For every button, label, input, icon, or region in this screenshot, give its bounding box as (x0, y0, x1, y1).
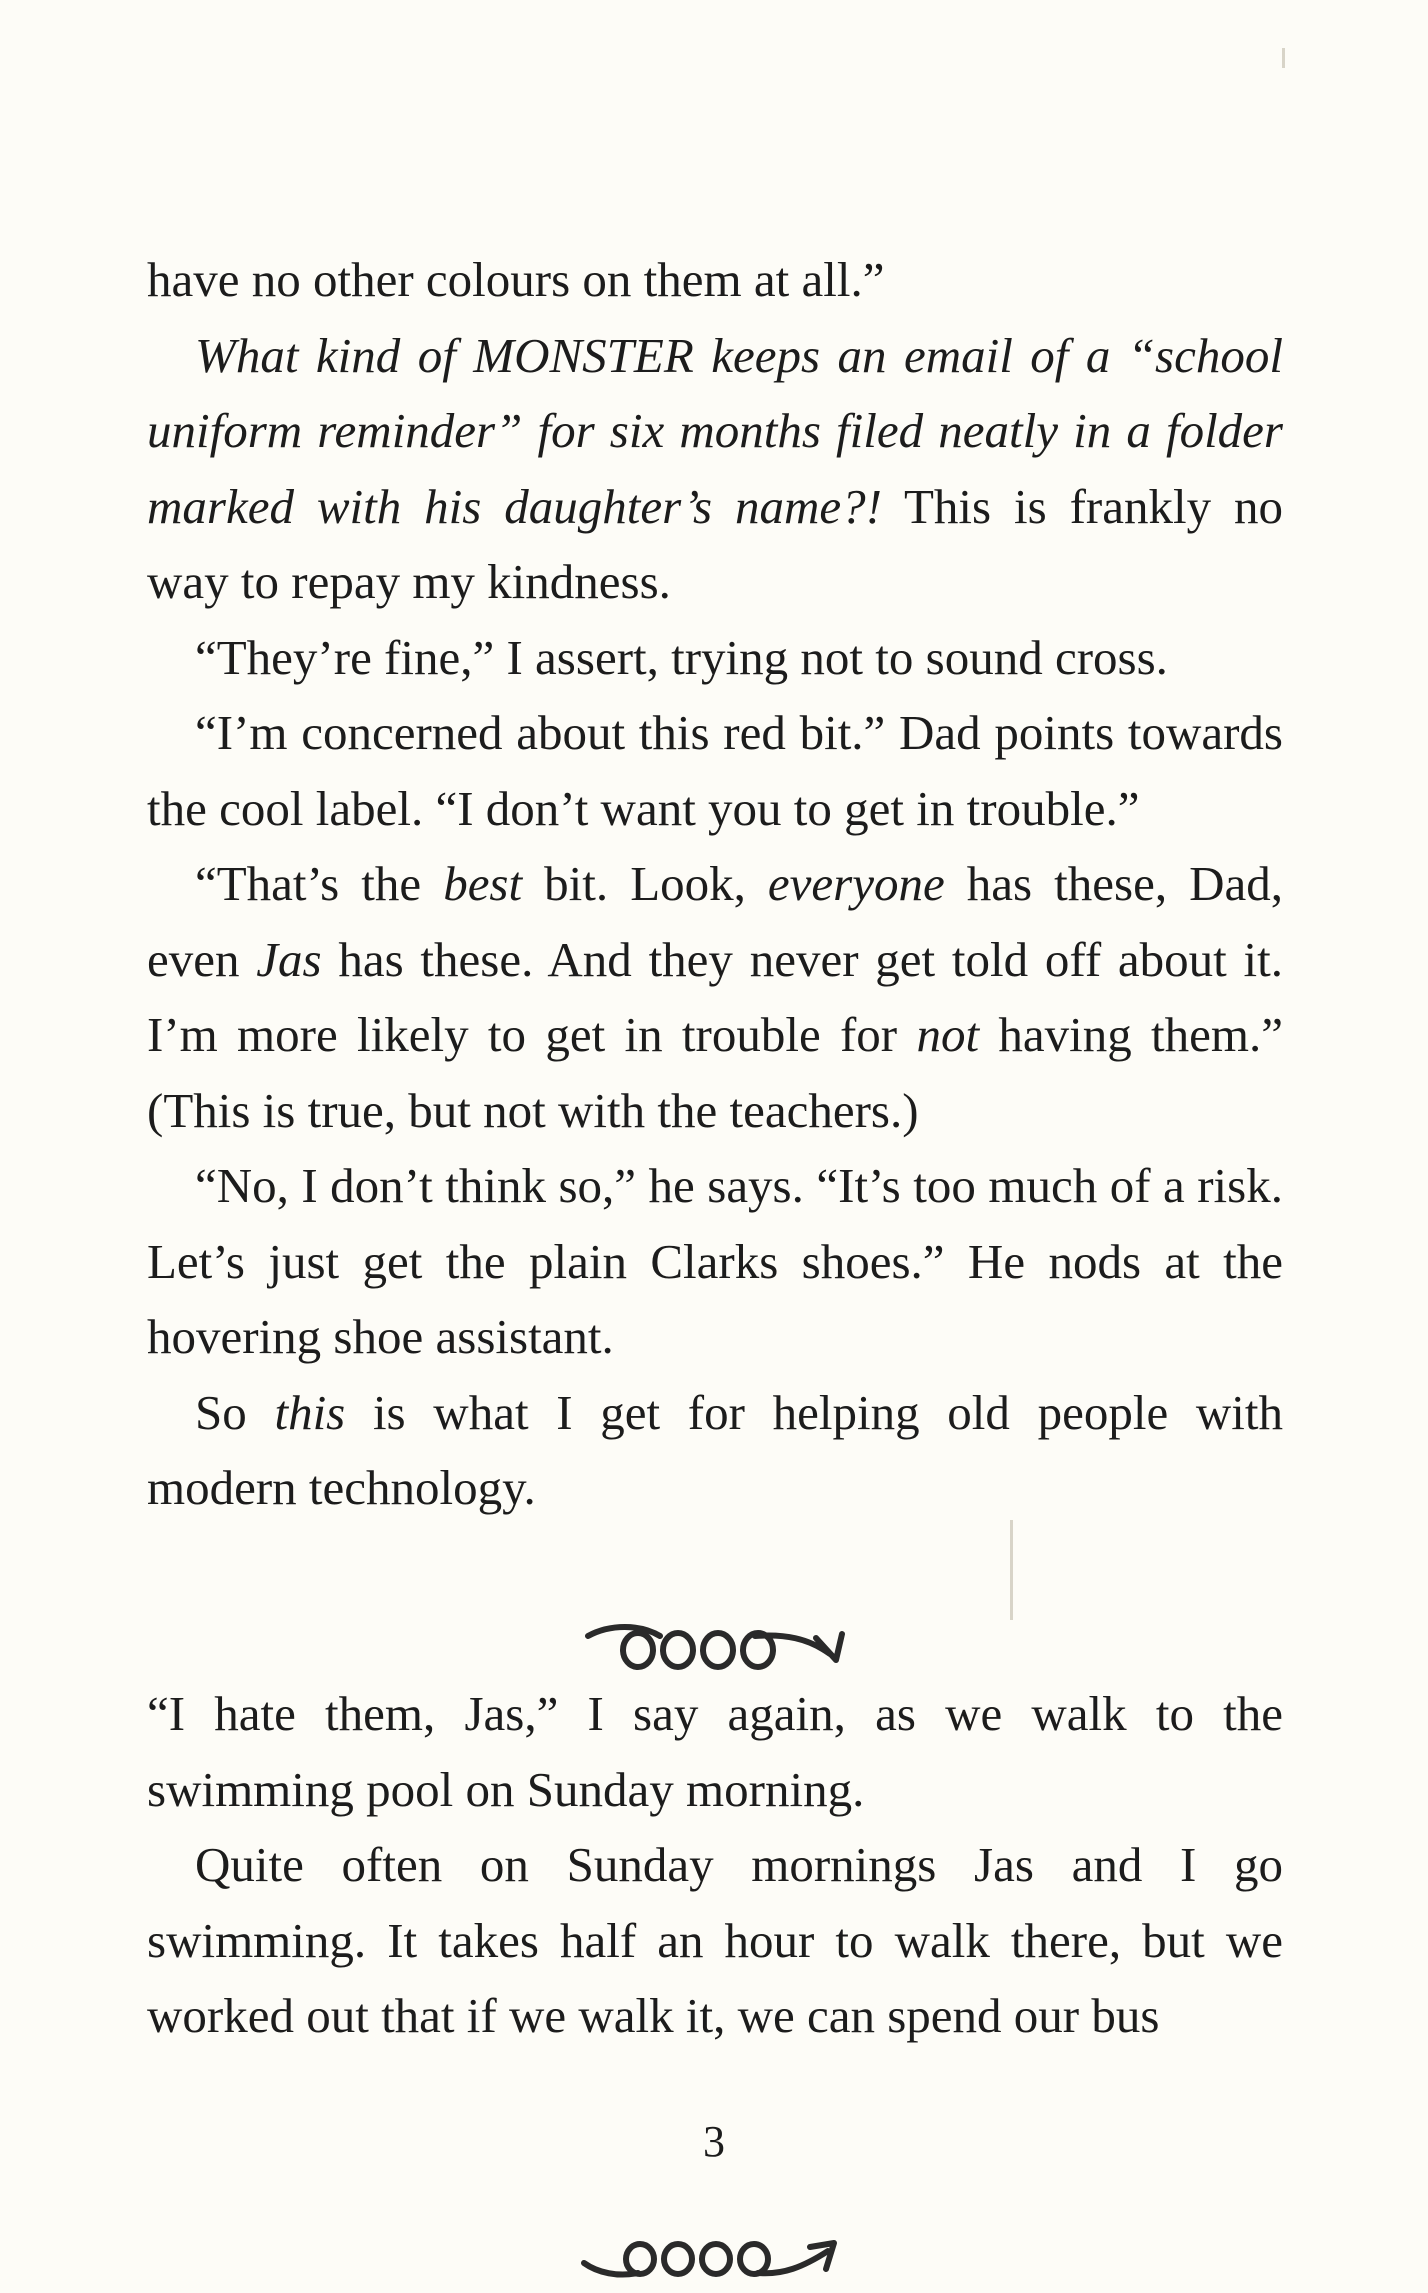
text-run: has these. And they never get told off about it. I’m more likely to get in trouble for (147, 931, 1283, 1062)
paper-speck (1282, 48, 1285, 68)
text-run: “That’s the (195, 856, 444, 911)
text-run: bit. Look, (522, 856, 768, 911)
text-run: having them.” (This is true, but not with the teachers.) (147, 1007, 1283, 1138)
text-run: has these, Dad, even (147, 856, 1283, 987)
italic-text: Jas (256, 931, 322, 987)
text-run: “No, I don’t think so,” he says. “It’s too much of a risk. Let’s just get the plain Clarks shoes.” He nods at the hovering shoe assistant. (147, 1158, 1283, 1364)
paper-speck (1010, 1520, 1013, 1620)
paragraph (147, 695, 1283, 846)
text-run: So (195, 1384, 275, 1440)
paragraph (147, 846, 1283, 1148)
page-number: 3 (703, 2117, 725, 2166)
body-text-after-break (147, 1676, 1283, 2054)
italic-text: this (274, 1384, 346, 1440)
paragraph (147, 620, 1283, 696)
scene-break-ornament (580, 1616, 850, 1674)
text-run: “I hate them, Jas,” I say again, as we walk to the swimming pool on Sunday morning. (147, 1686, 1283, 1817)
paragraph (147, 1375, 1283, 1526)
text-run: “They’re fine,” I assert, trying not to sound cross. (195, 629, 1168, 685)
footer-ornament (578, 2233, 858, 2289)
italic-text: best (443, 856, 523, 911)
paragraph (147, 1676, 1283, 1827)
body-text-before-break (147, 242, 1283, 1526)
paragraph (147, 242, 1283, 318)
text-run: This is frankly no way to repay my kindness. (147, 478, 1283, 609)
italic-text: not (916, 1007, 980, 1062)
text-run: Quite often on Sunday mornings Jas and I go swimming. It takes half an hour to walk there, but we worked out that if we walk it, we can spend our bus (147, 1837, 1283, 2043)
paragraph (147, 1827, 1283, 2054)
italic-text: What kind of MONSTER keeps an email of a “school uniform reminder” for six months filed neatly in a folder marked with his daughter’s name?! (147, 327, 1283, 534)
text-run: “I’m concerned about this red bit.” Dad points towards the cool label. “I don’t want you to get in trouble.” (147, 705, 1283, 836)
paragraph (147, 1148, 1283, 1375)
text-run: have no other colours on them at all.” (147, 252, 885, 307)
paragraph (147, 318, 1283, 620)
text-run: is what I get for helping old people with modern technology. (147, 1384, 1283, 1515)
italic-text: everyone (767, 856, 945, 911)
